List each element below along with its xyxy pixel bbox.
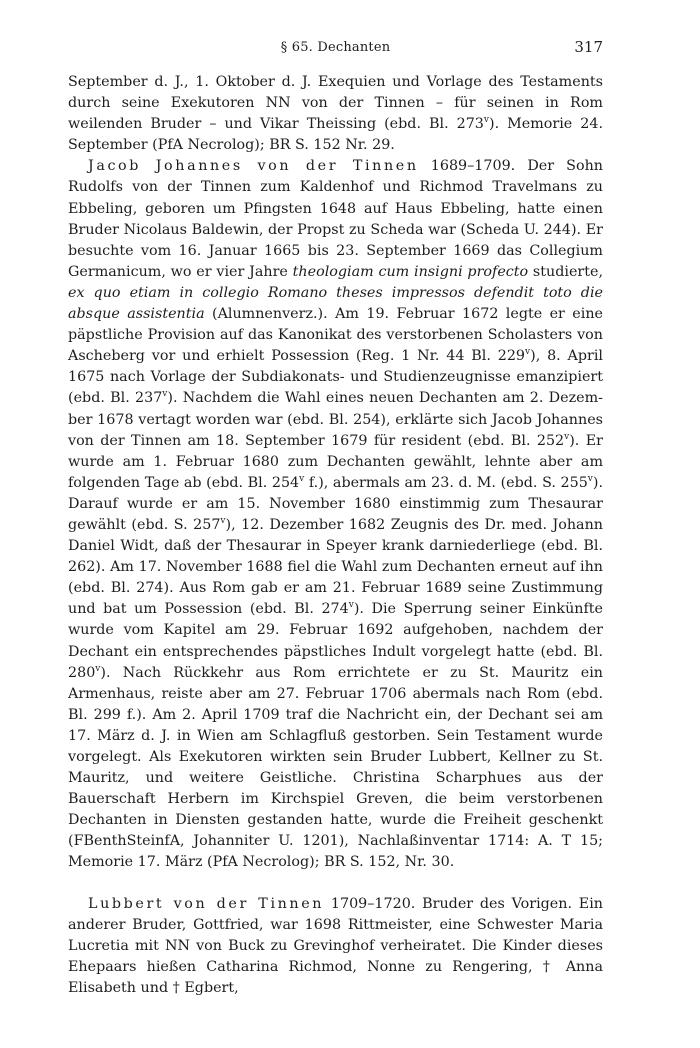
text-run: ), 12. Dezember 1682 Zeugnis des Dr. med. Johann Daniel Widt, daß der Thesaurar in Speyer krank darniederliege (ebd. Bl. 262). Am 17. November 1688 fiel die Wahl zum Dechanten erneut auf ihn (ebd. Bl. 274). Aus Rom gab er am 21. Februar 1689 seine Zustimmung und bat um Possession (ebd. Bl. 274 bbox=[68, 516, 603, 618]
text-run: ), 8. April 1675 nach Vorlage der Subdiakonats- und Studienzeugnisse emanzipiert (ebd. Bl. 237 bbox=[68, 348, 604, 407]
body-text bbox=[68, 72, 603, 999]
paragraph-continuation bbox=[68, 72, 603, 156]
paragraph-jacob-johannes bbox=[68, 156, 603, 873]
verso-mark: v bbox=[299, 474, 305, 485]
text-run: f.), abermals am 23. d. M. (ebd. S. 255 bbox=[304, 474, 588, 491]
text-run: ). Nach Rückkehr aus Rom errichtete er zu St. Mauritz ein Armenhaus, reiste aber am 27. Februar 1706 abermals nach Rom (ebd. Bl. 299 f.). Am 2. April 1709 traf die Nachricht ein, der Dechant sei am 17. März d. J. in Wien am Schlagfluß gestorben. Sein Testament wurde vorgelegt. Als Exekutoren wirkten sein Bruder Lubbert, Kellner zu St. Mauritz, und weitere Geistliche. Christina Scharphues aus der Bauerschaft Herbern im Kirchspiel Greven, die beim verstorbenen Dechanten in Diensten gestanden hatte, wurde die Freiheit geschenkt (FBenthSteinfA, Johanniter U. 1201), Nachlaßinventar 1714: A. T 15; Memorie 17. März (PfA Necrolog); BR S. 152, Nr. 30. bbox=[68, 664, 603, 871]
verso-mark: v bbox=[220, 516, 226, 527]
text-run: ). Darauf wurde er am 15. November 1680 einstimmig zum Thesaurar gewählt (ebd. S. 257 bbox=[68, 474, 604, 533]
text-run: September d. J., 1. Oktober d. J. Exequien und Vorlage des Testaments durch seine Exekutoren NN von der Tinnen – für seinen in Rom weilenden Bruder – und Vikar Theissing (ebd. Bl. 273 bbox=[68, 74, 603, 133]
verso-mark: v bbox=[483, 115, 489, 126]
text-run: studierte, bbox=[528, 263, 603, 280]
text-run: (Alumnenverz.). Am 19. Februar 1672 legte er eine päpstliche Provision auf das Kanonikat des verstorbenen Scholasters von Ascheberg vor und erhielt Possession (Reg. 1 Nr. 44 Bl. 229 bbox=[68, 306, 603, 365]
verso-mark: v bbox=[95, 663, 101, 674]
paragraph-lubbert bbox=[68, 894, 603, 999]
page-number: 317 bbox=[574, 38, 603, 56]
text-run: ). Die Sperrung seiner Einkünfte wurde vom Kapitel am 29. Februar 1692 aufgehoben, nachdem der Dechant ein entsprechendes päpstliches Indult vorgelegt hatte (ebd. Bl. 280 bbox=[68, 601, 604, 681]
running-head bbox=[68, 38, 603, 60]
text-run: 1689–1709. Der Sohn Rudolfs von der Tinnen zum Kaldenhof und Richmod Travelmans zu Ebbeling, geboren um Pfingsten 1648 auf Haus Ebbeling, hatte einen Bruder Nicolaus Baldewin, der Propst zu Scheda war (Scheda U. 244). Er besuchte vom 16. Januar 1665 bis 23. September 1669 das Collegium Germanicum, wo er vier Jahre bbox=[68, 158, 604, 280]
verso-mark: v bbox=[525, 347, 531, 358]
section-title: § 65. Dechanten bbox=[280, 40, 391, 55]
latin-quotation: theologiam cum insigni profecto bbox=[292, 263, 529, 280]
verso-mark: v bbox=[564, 431, 570, 442]
entry-name: Lubbert von der Tinnen bbox=[88, 895, 325, 912]
verso-mark: v bbox=[587, 474, 593, 485]
text-run: 1709–1720. Bruder des Vorigen. Ein anderer Bruder, Gottfried, war 1698 Rittmeister, eine Schwester Maria Lucretia mit NN von Buck zu Grevinghof verheiratet. Die Kinder dieses Ehepaars hießen Catharina Richmod, Nonne zu Rengering, † Anna Elisabeth und † Egbert, bbox=[68, 895, 603, 996]
latin-quotation: ex quo etiam in collegio Romano theses impressos defendit toto die absque assistentia bbox=[68, 284, 603, 323]
text-run: ). Er wurde am 1. Februar 1680 zum Dechanten gewählt, lehnte aber am folgenden Tage ab (ebd. Bl. 254 bbox=[68, 432, 603, 491]
verso-mark: v bbox=[162, 389, 168, 400]
verso-mark: v bbox=[348, 600, 354, 611]
entry-name: Jacob Johannes von der Tinnen bbox=[88, 158, 419, 175]
text-run: ). Memorie 24. September (PfA Necrolog); BR S. 152 Nr. 29. bbox=[68, 116, 603, 154]
text-run: ). Nachdem die Wahl eines neuen Dechanten am 2. Dezember 1678 vertagt worden war (ebd. Bl. 254), erklärte sich Jacob Johannes von der Tinnen am 18. September 1679 für resident (ebd. Bl. 252 bbox=[68, 390, 603, 449]
